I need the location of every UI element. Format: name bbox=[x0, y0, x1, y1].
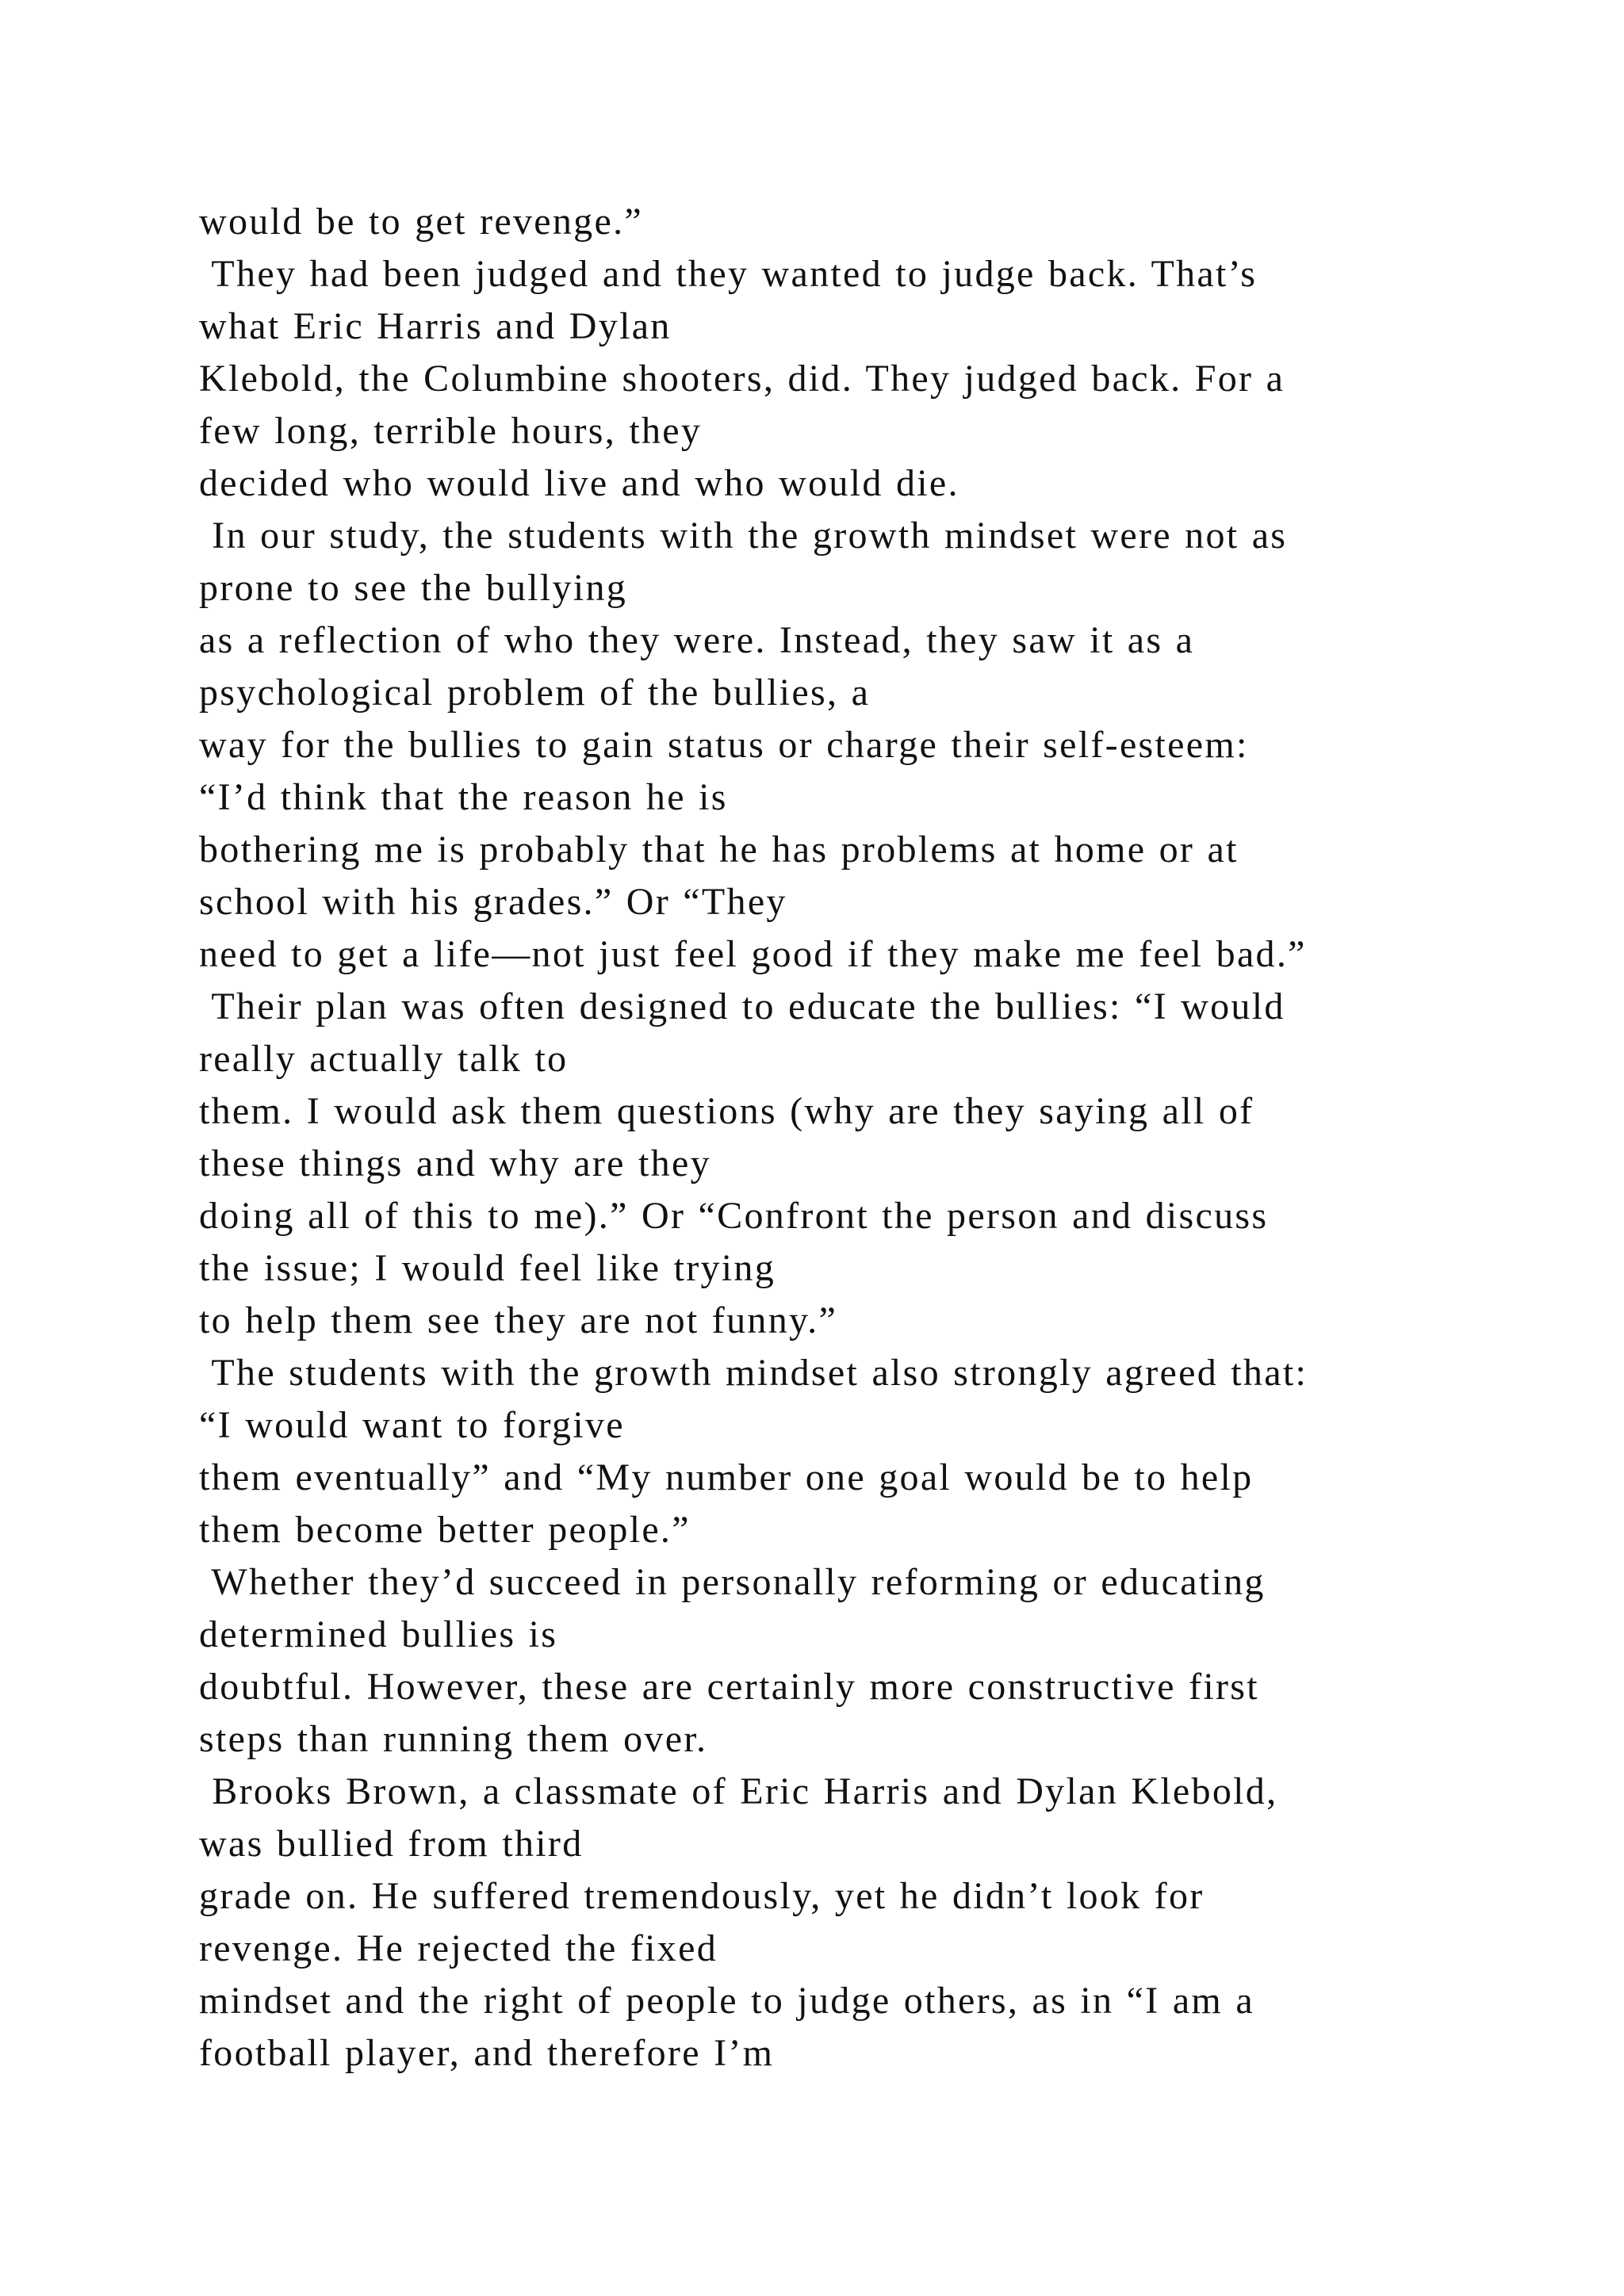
text-line: was bullied from third bbox=[199, 1823, 584, 1865]
text-line: really actually talk to bbox=[199, 1038, 569, 1080]
text-line: doing all of this to me).” Or “Confront the person and discuss bbox=[199, 1195, 1269, 1237]
text-line: Klebold, the Columbine shooters, did. They judged back. For a bbox=[199, 358, 1285, 400]
text-line: Brooks Brown, a classmate of Eric Harris and Dylan Klebold, bbox=[199, 1770, 1278, 1812]
text-line: them eventually” and “My number one goal would be to help bbox=[199, 1456, 1254, 1498]
text-line: need to get a life—not just feel good if they make me feel bad.” bbox=[199, 933, 1307, 975]
text-line: The students with the growth mindset also strongly agreed that: bbox=[199, 1352, 1308, 1394]
text-line: doubtful. However, these are certainly more constructive first bbox=[199, 1666, 1259, 1708]
text-line: Their plan was often designed to educate the bullies: “I would bbox=[199, 985, 1285, 1027]
text-line: them become better people.” bbox=[199, 1509, 691, 1551]
text-line: school with his grades.” Or “They bbox=[199, 881, 787, 923]
text-line: grade on. He suffered tremendously, yet he didn’t look for bbox=[199, 1875, 1205, 1917]
text-line: what Eric Harris and Dylan bbox=[199, 305, 672, 347]
text-line: way for the bullies to gain status or charge their self-esteem: bbox=[199, 724, 1249, 766]
text-line: football player, and therefore I’m bbox=[199, 2032, 775, 2074]
text-line: would be to get revenge.” bbox=[199, 201, 643, 243]
text-line: bothering me is probably that he has problems at home or at bbox=[199, 828, 1239, 871]
text-line: them. I would ask them questions (why are they saying all of bbox=[199, 1090, 1254, 1132]
text-line: steps than running them over. bbox=[199, 1718, 708, 1760]
text-line: determined bullies is bbox=[199, 1613, 558, 1655]
text-line: They had been judged and they wanted to judge back. That’s bbox=[199, 253, 1258, 295]
text-line: decided who would live and who would die. bbox=[199, 462, 959, 504]
text-line: psychological problem of the bullies, a bbox=[199, 672, 871, 714]
text-line: “I would want to forgive bbox=[199, 1404, 625, 1446]
text-line: In our study, the students with the growth mindset were not as bbox=[199, 515, 1288, 557]
text-line: to help them see they are not funny.” bbox=[199, 1299, 838, 1341]
text-line: Whether they’d succeed in personally reforming or educating bbox=[199, 1561, 1266, 1603]
text-line: the issue; I would feel like trying bbox=[199, 1247, 776, 1289]
text-line: prone to see the bullying bbox=[199, 567, 628, 609]
text-line: these things and why are they bbox=[199, 1142, 711, 1184]
text-line: revenge. He rejected the fixed bbox=[199, 1927, 718, 1969]
text-line: as a reflection of who they were. Instead, they saw it as a bbox=[199, 619, 1195, 661]
text-line: mindset and the right of people to judge others, as in “I am a bbox=[199, 1980, 1254, 2022]
text-line: “I’d think that the reason he is bbox=[199, 776, 728, 818]
text-line: few long, terrible hours, they bbox=[199, 410, 703, 452]
body-text bbox=[199, 196, 1547, 2080]
